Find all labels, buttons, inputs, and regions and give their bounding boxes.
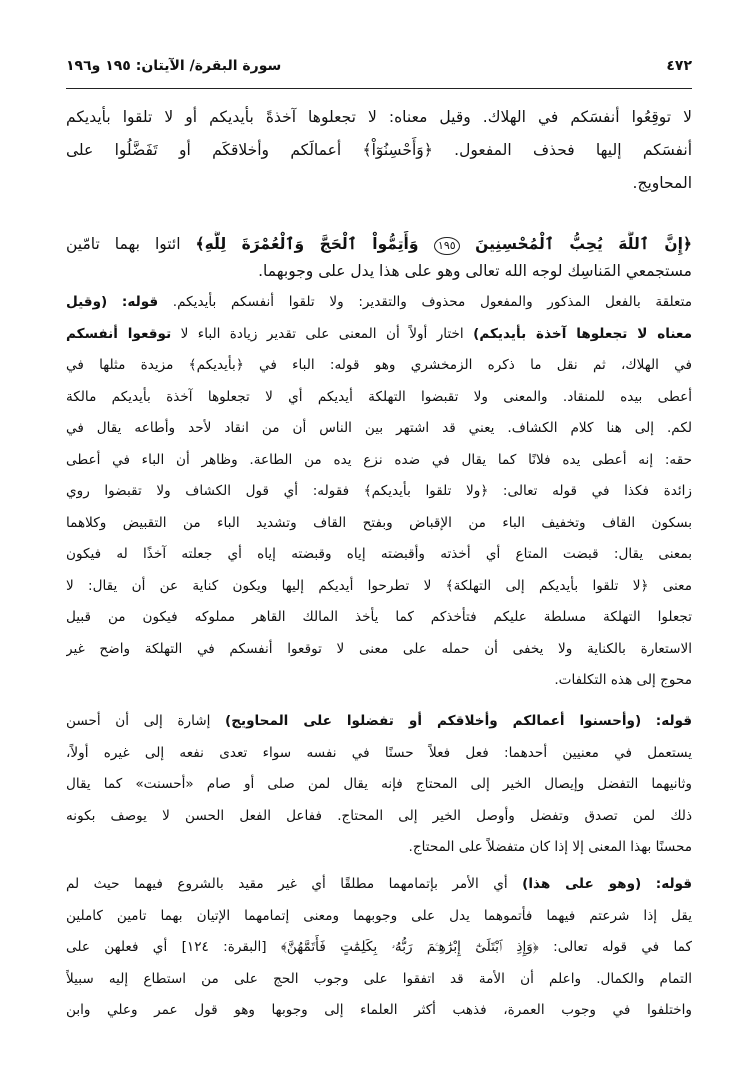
ayah-number-marker: ١٩٥: [434, 237, 460, 255]
text-segment: الاستعارة بالكناية ولا يخفى أن حمله على معنى لا توقعوا أنفسكم في التهلكة واضح غير: [66, 640, 692, 657]
text-line: [66, 901, 692, 933]
text-segment: بمعنى يقال: قبضت المتاع أي أخذته وأقبضته إياه وقبضته إياه أي جعلته آخذًا له فيكون: [66, 546, 692, 562]
text-segment: ذلك لمن تصدق وتفضل وأوصل الخير إلى المحتاج. ففاعل الفعل الحسن لا يوصف بكونه: [66, 807, 692, 824]
header-title: سورة البقرة/ الآيتان: ١٩٥ و١٩٦: [66, 58, 282, 74]
text-line: [66, 445, 692, 477]
text-line: [66, 571, 692, 603]
text-line: [66, 101, 692, 134]
commentary-paragraph-1: [66, 287, 692, 697]
text-segment: مستجمعي المَناسِك لوجه الله تعالى وهو على هذا يدل على وجوبهما.: [258, 262, 692, 280]
bold-segment: (وأحسنوا أعمالكم وأخلاقكم أو تفضلوا على المحاويج): [224, 713, 642, 729]
bold-segment: معناه لا تجعلوها آخذة بأيديكم): [473, 325, 692, 342]
text-line: [66, 258, 692, 285]
text-line: [66, 413, 692, 445]
text-line: [66, 995, 692, 1027]
text-segment: محسنًا بهذا المعنى إلا إذا كان متفضلاً على المحتاج.: [408, 839, 692, 855]
text-line: [66, 319, 692, 351]
text-line: [66, 508, 692, 540]
tafsir-paragraph-2: [66, 231, 692, 285]
text-line: [66, 801, 692, 833]
text-line: [66, 932, 692, 964]
text-line: [66, 350, 692, 382]
text-line: [66, 706, 692, 738]
text-line: [66, 134, 692, 167]
text-line: [66, 231, 692, 258]
text-segment: وثانيهما التفضل وإيصال الخير إلى المحتاج فإنه يقال لمن صلى أو صام «أحسنت» كما يقال: [66, 776, 692, 792]
text-line: [66, 738, 692, 770]
text-segment: متعلقة بالفعل المذكور والمفعول محذوف والتقدير: ولا تلقوا أنفسكم بأيديكم.: [158, 294, 692, 310]
text-segment: في الهلاك، ثم نقل ما ذكره الزمخشري وهو قوله: الباء في ﴿بأيديكم﴾ مزيدة مثلها في: [66, 357, 692, 373]
text-segment: إشارة إلى أن أحسن: [66, 713, 225, 729]
text-segment: يستعمل في معنيين أحدهما: فعل فعلاً حسنًا في نفسه سواء تعدى نفعه إلى غيره أولاً،: [66, 744, 692, 761]
text-segment: تجعلوا التهلكة مسلطة عليكم فتأخذكم كما يأخذ المالك القاهر مملوكه فيكون من قبيل: [66, 609, 692, 625]
text-line: [66, 539, 692, 571]
text-line: [66, 287, 692, 319]
bold-segment: (وقيل: [66, 294, 108, 310]
text-segment: المحاويج.: [632, 174, 692, 192]
text-line: [66, 382, 692, 414]
text-segment: بسكون القاف وتخفيف الباء من الإقباض وبفتح القاف وتشديد الباء من التقبيض وكلاهما: [66, 514, 692, 531]
commentary-paragraph-2: [66, 706, 692, 864]
text-segment: [641, 713, 656, 729]
bold-segment: (وهو على هذا): [522, 876, 642, 892]
text-segment: أعطى بيده للمنقاد. والمعنى ولا تقبضوا التهلكة أيديكم أي لا تجعلوها آخذة بأيديكم مالكة: [66, 388, 692, 405]
text-line: [66, 476, 692, 508]
text-segment: يقل إذا شرعتم فيهما فأتموهما يدل على وجوبهما ومعنى إتمامهما الإتيان بهما تامين كاملين: [66, 907, 692, 924]
commentary-paragraph-3: [66, 869, 692, 1027]
text-segment: واختلفوا في وجوب العمرة، فذهب أكثر العلماء إلى وجوبها وهو قول عمر وعلي وابن: [66, 1002, 692, 1018]
text-line: [66, 832, 692, 864]
bold-segment: قوله:: [655, 876, 692, 892]
text-segment: محوج إلى هذه التكلفات.: [554, 672, 692, 688]
text-segment: لا توقِعُوا أنفسَكم في الهلاك. وقيل معناه: لا تجعلوها آخذةً بأيديكم أو لا تلقوا بأيديكم: [66, 108, 692, 126]
text-line: [66, 602, 692, 634]
bold-segment: توقعوا أنفسكم: [66, 325, 172, 342]
bold-segment: وَأَتِمُّواْ ٱلْحَجَّ وَٱلْعُمْرَةَ لِلَّهِ﴾: [195, 235, 434, 253]
page-number: ٤٧٢: [666, 58, 692, 74]
text-line: [66, 769, 692, 801]
text-segment: زائدة فكذا في قوله تعالى: ﴿ولا تلقوا بأيديكم﴾ فقوله: أي قول الكشاف ولا تقبضوا روي: [66, 483, 692, 499]
bold-segment: قوله:: [655, 713, 692, 729]
tafsir-paragraph-1: [66, 101, 692, 200]
bold-segment: قوله:: [121, 294, 159, 310]
text-segment: ائتوا بهما تامّين: [66, 235, 196, 253]
text-line: [66, 665, 692, 697]
text-segment: حقه: إنه أعطى يده فلانًا كما يقال في ضده نزع يده من الطاعة. وظاهر أن الباء في أعطى: [66, 451, 692, 468]
text-segment: أي الأمر بإتمامهما مطلقًا أي غير مقيد بالشروع فيهما حيث لم: [66, 876, 523, 892]
text-segment: كما في قوله تعالى: ﴿وَإِذِ ٱبْتَلَىٰٓ إِبْرَٰهِـۧمَ رَبُّهُۥ بِكَلِمَٰتٍ فَأَتَمَّهُنَّ﴾ [البقرة: ١٢٤] أي فعلهن على: [66, 939, 692, 955]
text-line: [66, 167, 692, 200]
text-segment: لكم. إلى هنا كلام الكشاف. يعني قد اشتهر بين الناس أن من انقاد لأحد وأطاعه يقال في: [66, 420, 692, 436]
text-segment: [107, 294, 122, 310]
text-segment: [641, 876, 656, 892]
running-header: [66, 58, 692, 82]
text-line: [66, 634, 692, 666]
bold-segment: ﴿إِنَّ ٱللَّهَ يُحِبُّ ٱلْمُحْسِنِينَ: [459, 235, 692, 253]
text-segment: أنفسَكم إليها فحذف المفعول. ﴿وَأَحْسِنُوٓاْ﴾ أعمالَكم وأخلاقكَم أو تَفَضَّلُوا على: [66, 141, 692, 159]
text-segment: معنى ﴿لا تلقوا بأيديكم إلى التهلكة﴾ لا تطرحوا أيديكم إليها ويكون كناية عن أن يقال: لا: [66, 577, 692, 594]
text-line: [66, 869, 692, 901]
text-line: [66, 964, 692, 996]
text-segment: اختار أولاً أن المعنى على تقدير زيادة الباء لا: [171, 325, 474, 342]
text-segment: التمام والكمال. واعلم أن الأمة قد اتفقوا على وجوب الحج على من استطاع إليه سبيلاً: [66, 970, 692, 987]
header-rule: [66, 88, 692, 89]
